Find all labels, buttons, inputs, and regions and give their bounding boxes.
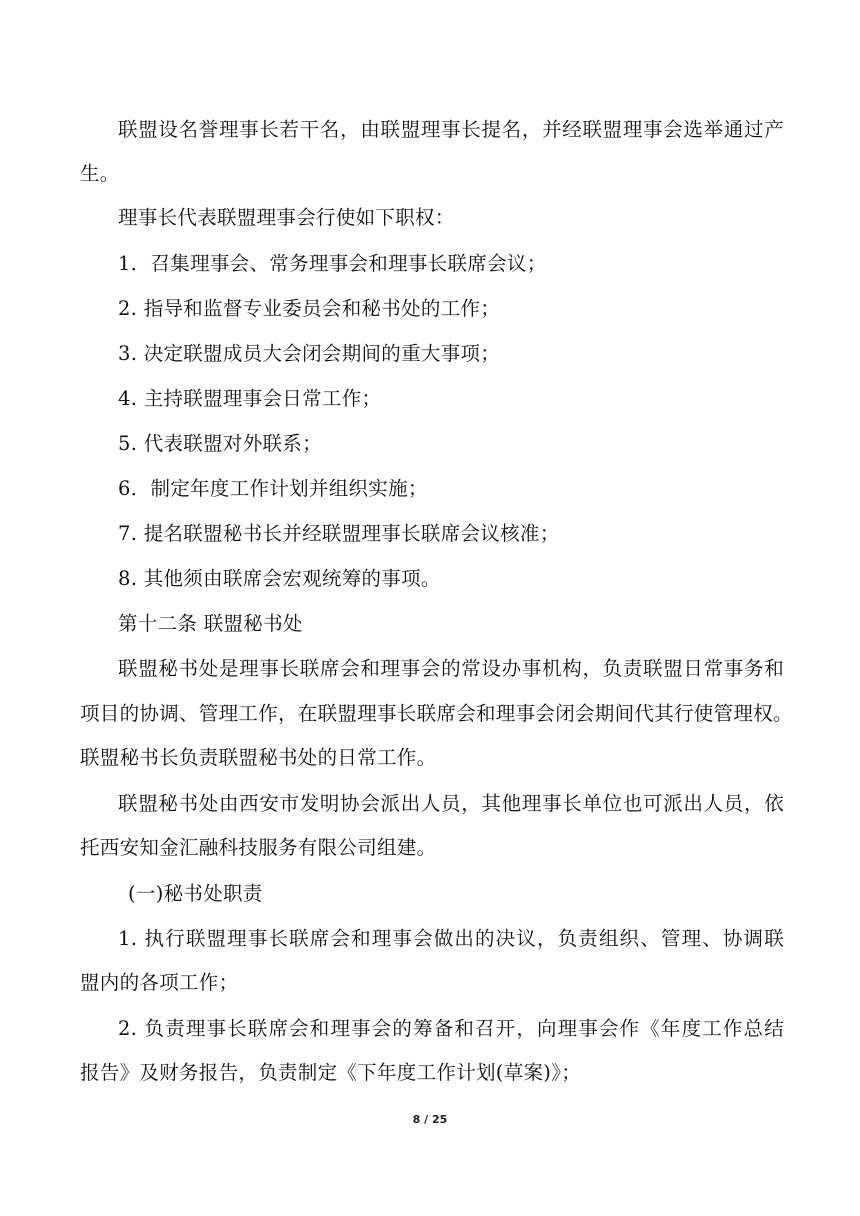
paragraph-line: 托西安知金汇融科技服务有限公司组建。	[80, 836, 437, 859]
page-number: 8 / 25	[412, 1113, 448, 1126]
section-heading: 第十二条 联盟秘书处	[118, 612, 303, 635]
paragraph-line: 联盟秘书处是理事长联席会和理事会的常设办事机构，负责联盟日常事务和	[118, 657, 784, 680]
list-item-continuation: 报告》及财务报告，负责制定《下年度工作计划(草案)》；	[80, 1061, 582, 1084]
list-item: 3. 决定联盟成员大会闭会期间的重大事项；	[118, 342, 501, 365]
paragraph-line: 联盟秘书处由西安市发明协会派出人员，其他理事长单位也可派出人员，依	[118, 792, 784, 815]
list-item: 1．召集理事会、常务理事会和理事长联席会议；	[118, 252, 547, 275]
paragraph-line: 项目的协调、管理工作，在联盟理事长联席会和理事会闭会期间代其行使管理权。	[80, 702, 793, 725]
paragraph-line: 理事长代表联盟理事会行使如下职权：	[118, 206, 455, 229]
list-item: 4. 主持联盟理事会日常工作；	[118, 387, 382, 410]
list-item: 7. 提名联盟秘书长并经联盟理事长联席会议核准；	[118, 522, 560, 545]
list-item: 6．制定年度工作计划并组织实施；	[118, 477, 428, 500]
list-item-continuation: 盟内的各项工作；	[80, 971, 239, 994]
list-item: 2. 负责理事长联席会和理事会的筹备和召开，向理事会作《年度工作总结	[118, 1017, 784, 1040]
subsection-heading: (一)秘书处职责	[128, 882, 263, 905]
list-item: 8. 其他须由联席会宏观统筹的事项。	[118, 567, 441, 590]
paragraph-line: 联盟设名誉理事长若干名，由联盟理事长提名，并经联盟理事会选举通过产	[118, 118, 784, 141]
list-item: 2. 指导和监督专业委员会和秘书处的工作；	[118, 297, 501, 320]
paragraph-line: 生。	[80, 162, 120, 185]
list-item: 1. 执行联盟理事长联席会和理事会做出的决议，负责组织、管理、协调联	[118, 927, 784, 950]
list-item: 5. 代表联盟对外联系；	[118, 432, 322, 455]
paragraph-line: 联盟秘书长负责联盟秘书处的日常工作。	[80, 746, 437, 769]
